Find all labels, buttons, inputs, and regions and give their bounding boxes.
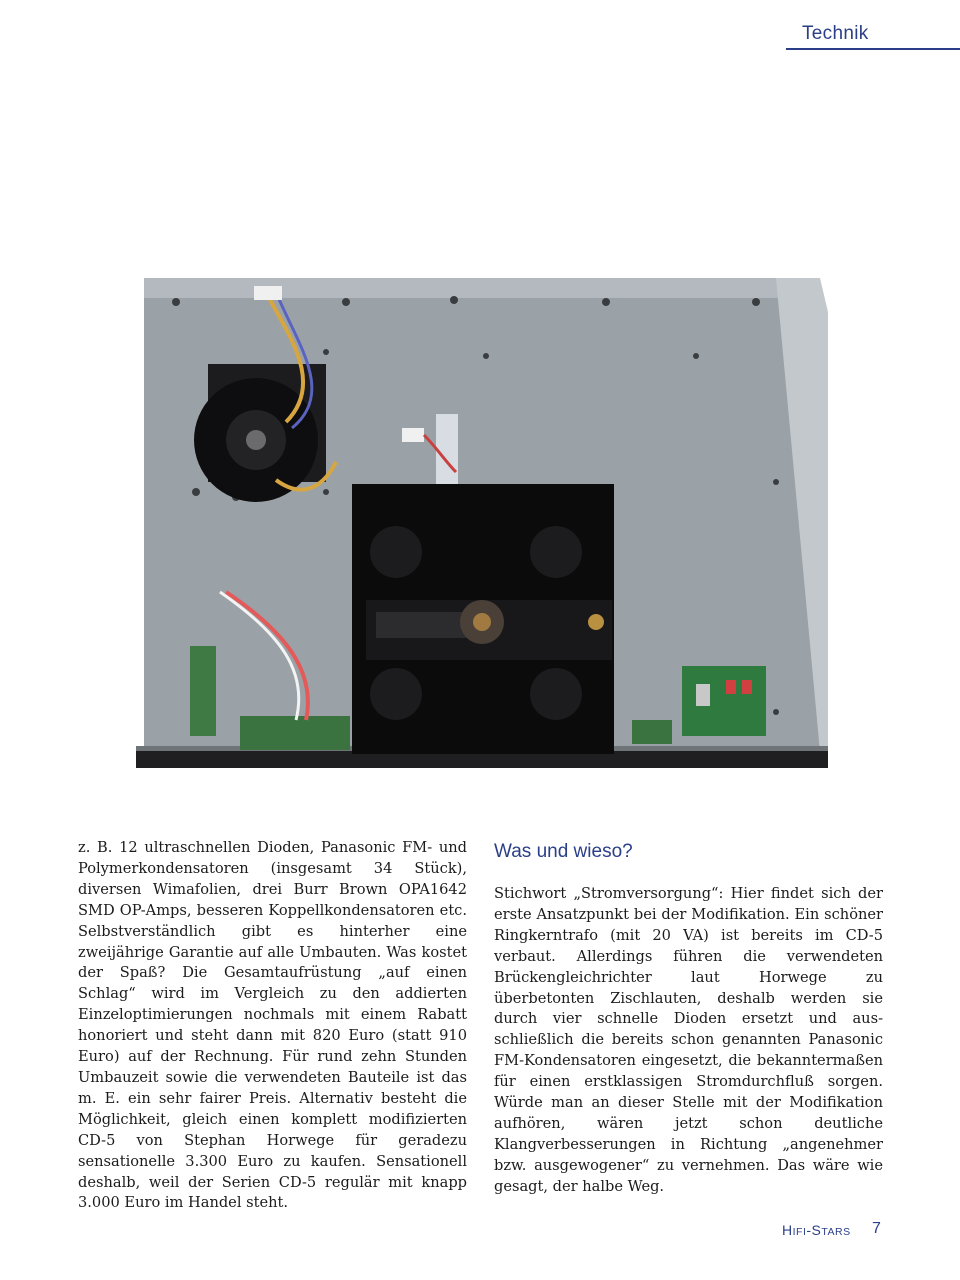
right-column-heading: Was und wieso? [494,841,633,862]
cd-player-internals-photo [136,272,828,768]
left-text-column [78,838,467,1214]
magazine-brand: HIFI-STARS [782,1222,851,1238]
section-title: Technik [802,23,869,44]
section-tag [786,22,960,50]
left-body-text: z. B. 12 ultraschnellen Dioden, Panasonic FM- und Polymerkondensatoren (insgesamt 34 Stück), diversen Wimafolien, drei Burr Brown OPA1642 SMD OP-Amps, besseren Koppellkondensatoren etc. Selbstverständlich gibt es hinterher eine zweijährige Garantie auf alle Umbauten. Was kostet der Spaß? Die Gesamtaufrüstung „auf einen Schlag“ wird im Vergleich zu den addierten Einzeloptimierungen nochmals mit einem Rabatt honoriert und steht dann mit 820 Euro (statt 910 Euro) auf der Rechnung. Für rund zehn Stunden Umbauzeit sowie die verwendeten Bauteile ist das m. E. ein sehr fairer Preis. Alternativ besteht die Möglichkeit, gleich einen komplett modifizierten CD-5 von Stephan Horwege für geradezu sensationelle 3.300 Euro zu kaufen. Sensationell deshalb, weil der Serien CD-5 regulär mit knapp 3.000 Euro im Handel steht. [78,839,467,1212]
page-number: 7 [872,1220,881,1237]
right-body-text: Stichwort „Stromversorgung“: Hier findet sich der erste Ansatzpunkt bei der Modifikation. Ein schöner Ringkerntrafo (mit 20 VA) ist bereits im CD-5 verbaut. Allerdings führen die verwendeten Brückengleichrichter laut Horwege zu überbetonten Zischlauten, deshalb werden sie durch vier schnelle Dioden ersetzt und ausschließlich die bereits schon genannten Panasonic FM-Kondensatoren eingesetzt, die bekanntermaßen für einen erstklassigen Stromdurchfluß sorgen. Würde man an dieser Stelle mit der Modifikation aufhören, wären jetzt schon deutliche Klangverbesserungen in Richtung „angenehmer bzw. ausgewogener“ zu vernehmen. Das wäre wie gesagt, der halbe Weg. [494,885,883,1195]
